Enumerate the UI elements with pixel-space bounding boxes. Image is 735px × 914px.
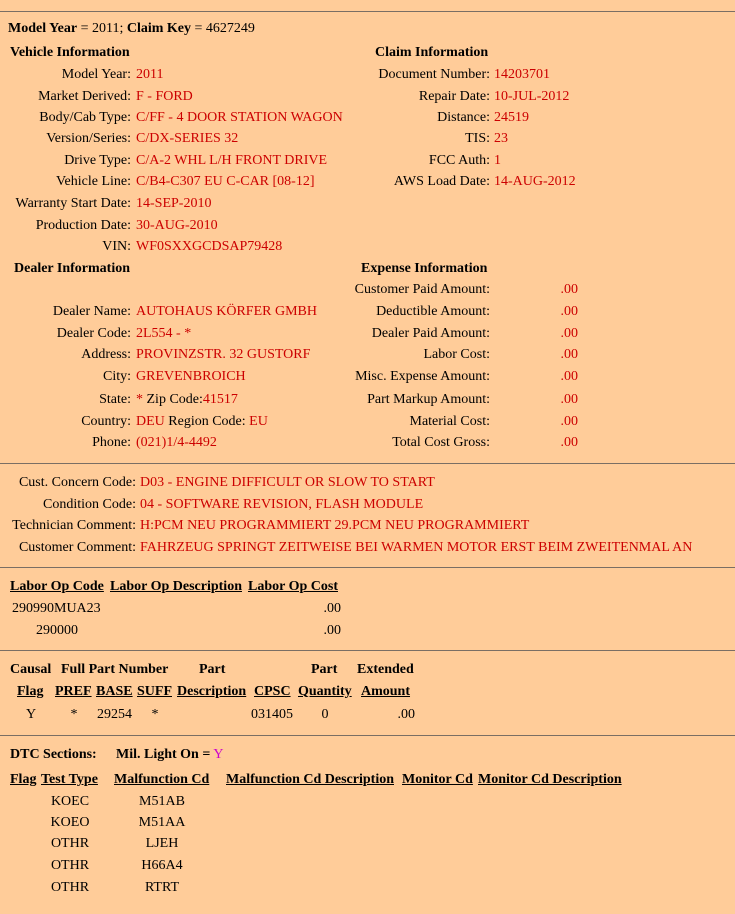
expense-heading: Expense Information bbox=[361, 261, 488, 276]
claim-label: TIS: bbox=[465, 131, 490, 146]
part-pref: * bbox=[70, 707, 78, 722]
concern-label: Customer Comment: bbox=[18, 540, 136, 555]
mil-light bbox=[116, 747, 223, 763]
expense-value: .00 bbox=[560, 282, 578, 297]
divider bbox=[0, 735, 735, 736]
vehicle-value: C/A-2 WHL L/H FRONT DRIVE bbox=[136, 153, 328, 168]
country-label: Country: bbox=[81, 414, 131, 429]
parts-top-part: Part bbox=[199, 662, 226, 677]
dealer-value: AUTOHAUS KÖRFER GMBH bbox=[136, 304, 317, 319]
vehicle-label: Version/Series: bbox=[46, 131, 131, 146]
claim-label: Repair Date: bbox=[418, 89, 490, 104]
parts-top-causal: Causal bbox=[10, 662, 52, 677]
labor-op-cost: .00 bbox=[323, 601, 341, 616]
vehicle-label: Drive Type: bbox=[64, 153, 131, 168]
dealer-value: 2L554 - * bbox=[136, 326, 192, 341]
labor-op-cost: .00 bbox=[323, 623, 341, 638]
model-year-value: 2011 bbox=[91, 21, 120, 36]
dtc-header-malfunction-desc: Malfunction Cd Description bbox=[226, 772, 394, 787]
vehicle-label: Model Year: bbox=[61, 67, 131, 82]
part-amount: .00 bbox=[397, 707, 415, 722]
country-region bbox=[136, 414, 268, 430]
model-year-label: Model Year bbox=[8, 21, 78, 36]
claim-label: AWS Load Date: bbox=[393, 174, 490, 189]
vehicle-label: Production Date: bbox=[35, 218, 131, 233]
expense-label: Misc. Expense Amount: bbox=[355, 369, 490, 384]
claim-header: Model Year = 2011; Claim Key = 4627249 bbox=[8, 21, 255, 36]
expense-label: Dealer Paid Amount: bbox=[371, 326, 490, 341]
claim-value: 14-AUG-2012 bbox=[494, 174, 576, 189]
labor-header-cost: Labor Op Cost bbox=[248, 579, 338, 594]
vehicle-value: 2011 bbox=[136, 67, 164, 82]
parts-header-base: BASE bbox=[96, 684, 133, 699]
dtc-header-test-type: Test Type bbox=[41, 772, 98, 787]
vehicle-heading: Vehicle Information bbox=[10, 45, 130, 60]
divider bbox=[0, 650, 735, 651]
concern-value: D03 - ENGINE DIFFICULT OR SLOW TO START bbox=[140, 475, 435, 490]
vehicle-value: C/B4-C307 EU C-CAR [08-12] bbox=[136, 174, 315, 189]
state-label: State: bbox=[99, 392, 131, 407]
expense-label: Customer Paid Amount: bbox=[354, 282, 490, 297]
claim-key-value: 4627249 bbox=[205, 21, 255, 36]
country-value: DEU bbox=[136, 414, 165, 429]
expense-label: Part Markup Amount: bbox=[367, 392, 490, 407]
expense-value: .00 bbox=[560, 304, 578, 319]
vehicle-value: WF0SXXGCDSAP79428 bbox=[136, 239, 283, 254]
expense-label: Deductible Amount: bbox=[376, 304, 490, 319]
region-value: EU bbox=[249, 414, 268, 429]
labor-header-desc: Labor Op Description bbox=[110, 579, 242, 594]
dealer-label: Address: bbox=[81, 347, 131, 362]
concern-label: Condition Code: bbox=[43, 497, 136, 512]
dtc-test-type: OTHR bbox=[50, 880, 90, 895]
dtc-malfunction-cd: LJEH bbox=[145, 836, 179, 851]
concern-value: H:PCM NEU PROGRAMMIERT 29.PCM NEU PROGRAMMIERT bbox=[140, 518, 530, 533]
dtc-malfunction-cd: H66A4 bbox=[141, 858, 183, 873]
labor-op-code: 290990MUA23 bbox=[12, 601, 101, 616]
dtc-header-flag: Flag bbox=[10, 772, 37, 787]
zip-value: 41517 bbox=[202, 392, 238, 407]
phone-value: (021)1/4-4492 bbox=[136, 435, 217, 450]
claim-label: Document Number: bbox=[378, 67, 490, 82]
claim-value: 1 bbox=[494, 153, 501, 168]
expense-value: .00 bbox=[560, 435, 578, 450]
concern-label: Technician Comment: bbox=[12, 518, 136, 533]
part-quantity: 0 bbox=[321, 707, 329, 722]
dtc-header-monitor-cd: Monitor Cd bbox=[402, 772, 473, 787]
dtc-malfunction-cd: M51AA bbox=[138, 815, 186, 830]
dealer-value: PROVINZSTR. 32 GUSTORF bbox=[136, 347, 311, 362]
divider bbox=[0, 11, 735, 12]
dtc-test-type: OTHR bbox=[50, 858, 90, 873]
dtc-test-type: KOEO bbox=[50, 815, 90, 830]
parts-top-full-part: Full Part Number bbox=[61, 662, 169, 677]
concern-value: FAHRZEUG SPRINGT ZEITWEISE BEI WARMEN MOTOR ERST BEIM ZWEITENMAL AN bbox=[140, 540, 693, 555]
labor-op-code: 290000 bbox=[36, 623, 78, 638]
mil-light-value: Y bbox=[213, 747, 224, 762]
expense-label: Total Cost Gross: bbox=[392, 435, 490, 450]
state-zip bbox=[136, 392, 238, 408]
dtc-header-malfunction-cd: Malfunction Cd bbox=[114, 772, 210, 787]
expense-value: .00 bbox=[560, 392, 578, 407]
expense-value: .00 bbox=[560, 326, 578, 341]
vehicle-value: 14-SEP-2010 bbox=[136, 196, 212, 211]
dtc-header-monitor-desc: Monitor Cd Description bbox=[478, 772, 622, 787]
concern-label: Cust. Concern Code: bbox=[18, 475, 136, 490]
phone-label: Phone: bbox=[92, 435, 131, 450]
vehicle-label: Warranty Start Date: bbox=[15, 196, 131, 211]
vehicle-label: Market Derived: bbox=[38, 89, 131, 104]
vehicle-value: C/FF - 4 DOOR STATION WAGON bbox=[136, 110, 343, 125]
claim-value: 24519 bbox=[494, 110, 529, 125]
dtc-test-type: OTHR bbox=[50, 836, 90, 851]
dtc-title: DTC Sections: bbox=[10, 747, 97, 762]
state-value: * bbox=[136, 392, 143, 407]
claim-value: 14203701 bbox=[494, 67, 550, 82]
expense-label: Material Cost: bbox=[409, 414, 490, 429]
parts-header-cpsc: CPSC bbox=[254, 684, 291, 699]
part-suff: * bbox=[151, 707, 159, 722]
vehicle-value: F - FORD bbox=[136, 89, 193, 104]
vehicle-label: VIN: bbox=[102, 239, 131, 254]
labor-header-code: Labor Op Code bbox=[10, 579, 104, 594]
expense-value: .00 bbox=[560, 369, 578, 384]
part-flag: Y bbox=[25, 707, 37, 722]
claim-value: 23 bbox=[494, 131, 508, 146]
claim-value: 10-JUL-2012 bbox=[494, 89, 570, 104]
dtc-malfunction-cd: RTRT bbox=[144, 880, 180, 895]
expense-label: Labor Cost: bbox=[423, 347, 490, 362]
mil-light-label: Mil. Light On = bbox=[116, 747, 211, 762]
parts-header-amount: Amount bbox=[361, 684, 411, 699]
parts-header-description: Description bbox=[177, 684, 247, 699]
parts-top-part2: Part bbox=[311, 662, 338, 677]
parts-header-pref: PREF bbox=[55, 684, 92, 699]
zip-label: Zip Code: bbox=[146, 392, 203, 407]
parts-top-extended: Extended bbox=[357, 662, 414, 677]
divider bbox=[0, 463, 735, 464]
vehicle-value: C/DX-SERIES 32 bbox=[136, 131, 239, 146]
dealer-label: Dealer Name: bbox=[52, 304, 131, 319]
dealer-heading: Dealer Information bbox=[14, 261, 130, 276]
parts-header-suff: SUFF bbox=[137, 684, 172, 699]
parts-header-flag: Flag bbox=[17, 684, 44, 699]
part-base: 29254 bbox=[97, 707, 132, 722]
part-cpsc: 031405 bbox=[251, 707, 293, 722]
vehicle-label: Vehicle Line: bbox=[55, 174, 131, 189]
region-label: Region Code: bbox=[168, 414, 246, 429]
claim-label: FCC Auth: bbox=[428, 153, 490, 168]
vehicle-label: Body/Cab Type: bbox=[39, 110, 131, 125]
dtc-test-type: KOEC bbox=[50, 794, 90, 809]
dealer-label: Dealer Code: bbox=[56, 326, 131, 341]
dealer-value: GREVENBROICH bbox=[136, 369, 246, 384]
parts-header-quantity: Quantity bbox=[298, 684, 352, 699]
claim-label: Distance: bbox=[437, 110, 490, 125]
concern-value: 04 - SOFTWARE REVISION, FLASH MODULE bbox=[140, 497, 424, 512]
vehicle-value: 30-AUG-2010 bbox=[136, 218, 218, 233]
divider bbox=[0, 567, 735, 568]
dtc-malfunction-cd: M51AB bbox=[139, 794, 185, 809]
claim-key-label: Claim Key bbox=[126, 21, 192, 36]
expense-value: .00 bbox=[560, 347, 578, 362]
expense-value: .00 bbox=[560, 414, 578, 429]
claim-heading: Claim Information bbox=[375, 45, 489, 60]
dealer-label: City: bbox=[102, 369, 131, 384]
